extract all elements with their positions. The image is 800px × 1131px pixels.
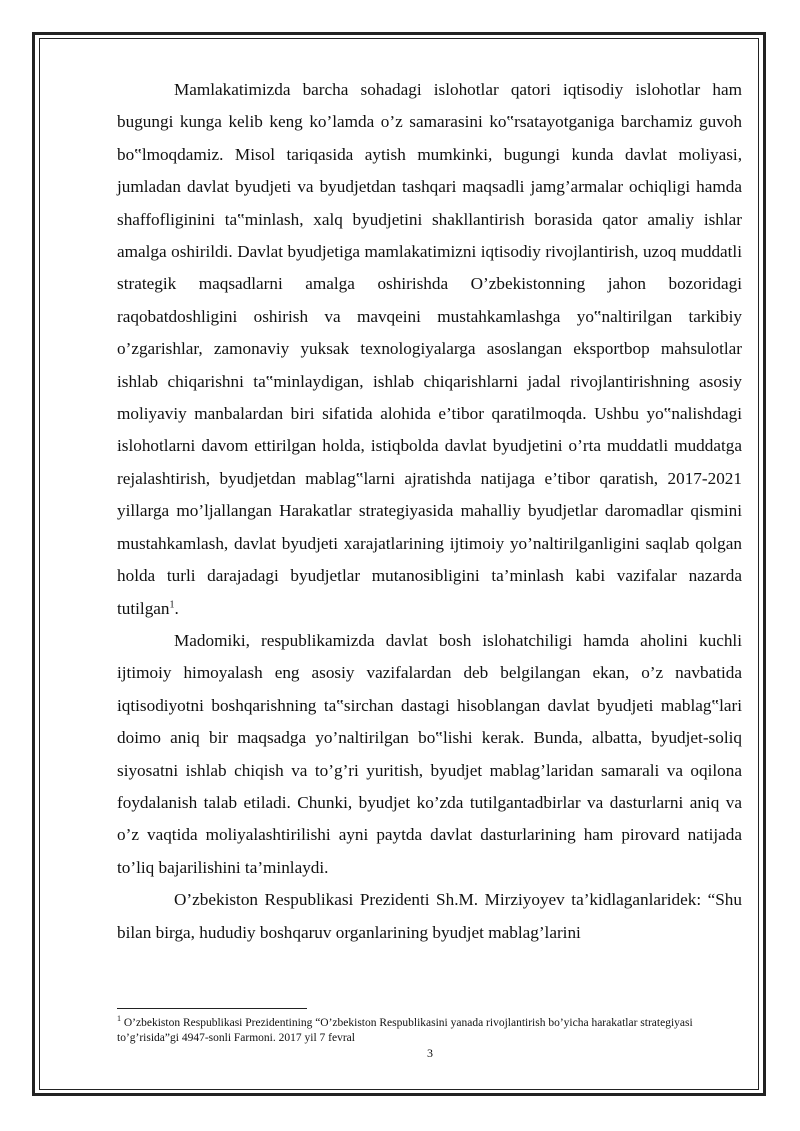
page-number: 3 — [427, 1046, 433, 1060]
paragraph-1 — [117, 74, 742, 625]
footnote-reference[interactable]: 1 — [169, 598, 175, 610]
footnote-text: O’zbekiston Respublikasi Prezidentining “O’zbekiston Respublikasini yanada rivojlantirish bo’yicha harakatlar strategiyasi to’g’risida”gi 4947-sonli Farmoni. 2017 yil 7 fevral — [117, 1017, 693, 1044]
footnote — [117, 1016, 742, 1046]
paragraph-1-end: . — [174, 598, 179, 618]
paragraph-2: Madomiki, respublikamizda davlat bosh islohatchiligi hamda aholini kuchli ijtimoiy himoyalash eng asosiy vazifalardan deb belgilangan ekan, o’z navbatida iqtisodiyotni boshqarishning ta‟sirchan dastagi hisoblangan davlat byudjeti mablag‟lari doimo aniq bir maqsadga yo’naltirilgan bo‟lishi kerak. Bunda, albatta, byudjet-soliq siyosatni ishlab chiqish va to’g’ri yuritish, byudjet mablag’laridan samarali va oqilona foydalanish talab etiladi. Chunki, byudjet ko’zda tutilgantadbirlar va dasturlarni aniq va o’z vaqtida moliyalashtirilishi ayni paytda davlat dasturlarining ham pirovard natijada to’liq bajarilishini ta’minlaydi. — [117, 630, 742, 877]
document-body — [117, 74, 742, 949]
footnote-marker: 1 — [117, 1014, 121, 1024]
footnote-separator — [117, 1008, 307, 1009]
paragraph-3: O’zbekiston Respublikasi Prezidenti Sh.M. Mirziyoyev ta’kidlaganlaridek: “Shu bilan birga, hududiy boshqaruv organlarining byudjet mablag’larini — [117, 890, 742, 942]
paragraph-1-text: Mamlakatimizda barcha sohadagi islohotlar qatori iqtisodiy islohotlar ham bugungi kunga kelib keng ko’lamda o’z samarasini ko‟rsatayotganiga barchamiz guvoh bo‟lmoqdamiz. Misol tariqasida aytish mumkinki, bugungi kunda davlat moliyasi, jumladan davlat byudjeti va byudjetdan tashqari maqsadli jamg’armalar ochiqligi hamda shaffofliginini ta‟minlash, xalq byudjetini shakllantirish borasida qator amaliy ishlar amalga oshirildi. Davlat byudjetiga mamlakatimizni iqtisodiy rivojlantirish, uzoq muddatli strategik maqsadlarni amalga oshirishda O’zbekistonning jahon bozoridagi raqobatdoshligini oshirish va mavqeini mustahkamlashga yo‟naltirilgan tarkibiy o’zgarishlar, zamonaviy yuksak texnologiyalarga asoslangan eksportbop mahsulotlar ishlab chiqarishni ta‟minlaydigan, ishlab chiqarishlarni jadal rivojlantirishning asosiy moliyaviy manbalardan biri sifatida alohida e’tibor qaratilmoqda. Ushbu yo‟nalishdagi islohotlarni davom ettirilgan holda, istiqbolda davlat byudjetini o’rta muddatli muddatga rejalashtirish, byudjetdan mablag‟larni ajratishda natijaga e’tibor qaratish, 2017-2021 yillarga mo’ljallangan Harakatlar strategiyasida mahalliy byudjetlar daromadlar qismini mustahkamlash, davlat byudjeti xarajatlarining ijtimoiy yo’naltirilganligini saqlab qolgan holda turli darajadagi byudjetlar mutanosibligini ta’minlash kabi vazifalar nazarda tutilgan — [117, 80, 742, 618]
